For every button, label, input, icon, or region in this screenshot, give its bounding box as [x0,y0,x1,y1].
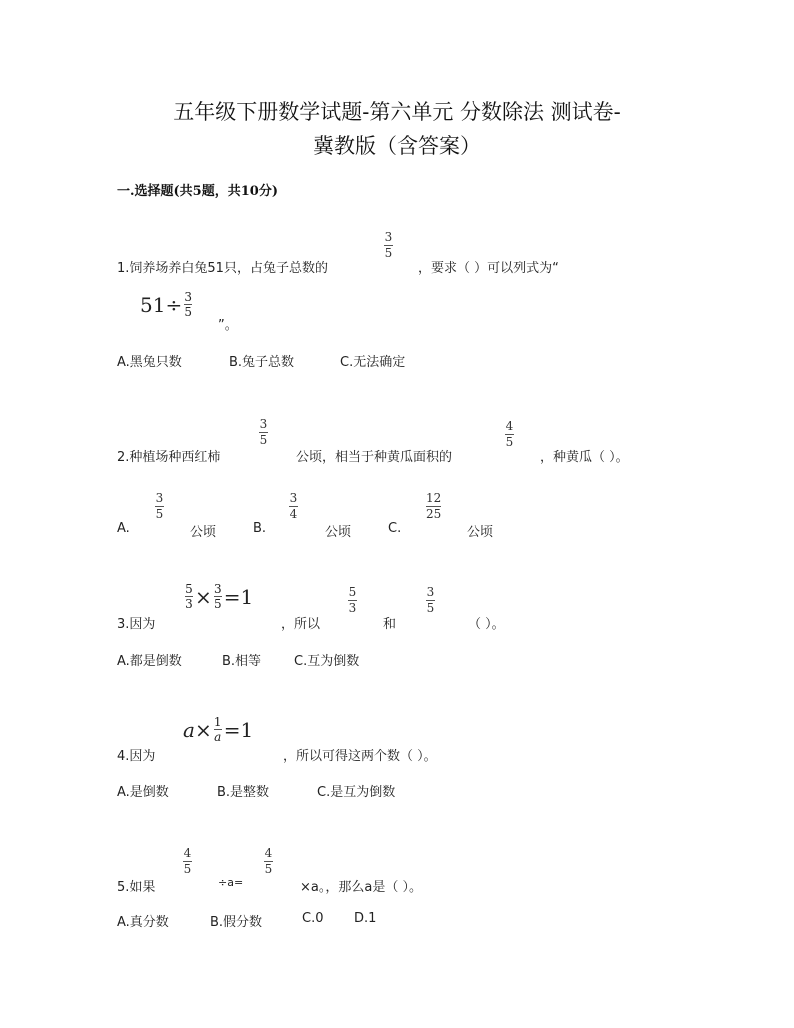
q2-option-a-label[interactable]: A. [117,521,130,536]
q2-option-a-fraction [155,492,164,521]
q2-frac2-den: 5 [505,435,514,449]
q4-option-a[interactable]: A.是倒数 [117,785,169,800]
q5-frac2-num: 4 [264,846,273,860]
q2-option-b-fraction [289,492,298,521]
q1-frac-num: 3 [384,230,393,244]
q1-frac-den: 5 [384,246,393,260]
q5-text-divide: ÷a= [218,876,244,889]
q1-text-middle: ，要求（ ）可以列式为“ [418,261,559,276]
q2-text-middle: 公顷，相当于种黄瓜面积的 [296,450,453,465]
q1-option-b[interactable]: B.兔子总数 [229,355,295,370]
q1-text-end: ”。 [218,318,238,333]
q3-expr-f1-num: 5 [185,582,193,596]
q3-option-a[interactable]: A.都是倒数 [117,654,182,669]
q3-option-b[interactable]: B.相等 [222,654,262,669]
q2-option-c-unit: 公顷 [467,525,494,540]
q5-option-a[interactable]: A.真分数 [117,915,169,930]
q2-opt-b-num: 3 [289,491,298,505]
q2-text-end: ，种黄瓜（ ）。 [540,450,629,465]
q2-option-b-label[interactable]: B. [253,521,267,536]
q3-expr-f2-den: 5 [213,597,222,611]
q3-frac1-den: 3 [348,601,357,615]
q2-frac2-num: 4 [505,419,514,433]
q5-option-d[interactable]: D.1 [354,911,377,926]
q4-expr-times: × [194,717,212,742]
q4-option-c[interactable]: C.是互为倒数 [317,785,396,800]
q3-frac2-den: 5 [426,601,435,615]
q3-fraction-2 [426,586,435,615]
title-line-1: 五年级下册数学试题-第六单元 分数除法 测试卷- [173,100,621,124]
q3-expr-times: × [195,584,212,609]
q2-opt-c-den: 25 [426,507,442,521]
q5-text-start: 5.如果 [117,880,156,895]
q3-expr-equals: =1 [223,584,254,609]
q4-text-start: 4.因为 [117,749,156,764]
q4-expr-den: a [214,730,222,744]
q3-frac1-num: 5 [348,585,357,599]
q3-text-and: 和 [383,617,397,632]
q1-fraction [384,231,393,260]
q2-option-c-label[interactable]: C. [388,521,402,536]
title-line-2: 冀教版（含答案） [313,134,481,158]
q3-frac2-num: 3 [426,585,435,599]
q2-option-a-unit: 公顷 [190,525,217,540]
q4-expression [183,716,253,743]
q2-frac1-num: 3 [259,417,268,431]
q3-text-start: 3.因为 [117,617,156,632]
q5-option-c[interactable]: C.0 [302,911,324,926]
q1-expr-lead: 51÷ [140,292,183,317]
q4-expr-num: 1 [213,715,222,729]
q4-expr-fraction [214,716,222,743]
q3-expression [183,583,253,610]
q2-option-c-fraction [426,492,441,521]
q1-text-start: 1.饲养场养白兔51只，占兔子总数的 [117,261,328,276]
q3-expr-fraction-2 [214,583,222,610]
q4-text-end: ，所以可得这两个数（ ）。 [283,749,437,764]
q2-opt-c-num: 12 [426,491,442,505]
q2-frac1-den: 5 [259,433,268,447]
q1-option-a[interactable]: A.黑兔只数 [117,355,182,370]
q5-frac1-num: 4 [183,846,192,860]
q3-text-end: （ ）。 [468,617,505,632]
q3-expr-f1-den: 3 [185,597,193,611]
q5-text-end: ×a。，那么a是（ ）。 [300,880,422,895]
q2-fraction-2 [505,420,514,449]
q3-expr-f2-num: 3 [213,582,222,596]
q5-fraction-2 [264,847,273,876]
q3-fraction-1 [348,586,357,615]
q1-option-c[interactable]: C.无法确定 [340,355,406,370]
section-heading: 一.选择题(共5题，共10分) [117,184,278,199]
q3-expr-fraction-1 [185,583,193,610]
q3-text-so: ，所以 [281,617,321,632]
q2-text-start: 2.种植场种西红柿 [117,450,221,465]
q2-opt-a-den: 5 [155,507,164,521]
q5-option-b[interactable]: B.假分数 [210,915,263,930]
q1-expr-den: 5 [184,305,193,319]
q4-option-b[interactable]: B.是整数 [217,785,270,800]
q2-option-b-unit: 公顷 [325,525,352,540]
q1-expr-num: 3 [184,290,193,304]
q3-option-c[interactable]: C.互为倒数 [294,654,360,669]
q1-expr-fraction [184,291,192,318]
q2-fraction-1 [259,418,268,447]
q2-opt-b-den: 4 [289,507,298,521]
q5-fraction-1 [183,847,192,876]
q1-expression [140,291,194,318]
q4-expr-a: a [183,717,195,742]
q2-opt-a-num: 3 [155,491,164,505]
q5-frac2-den: 5 [264,862,273,876]
q4-expr-equals: =1 [223,717,254,742]
q5-frac1-den: 5 [183,862,192,876]
